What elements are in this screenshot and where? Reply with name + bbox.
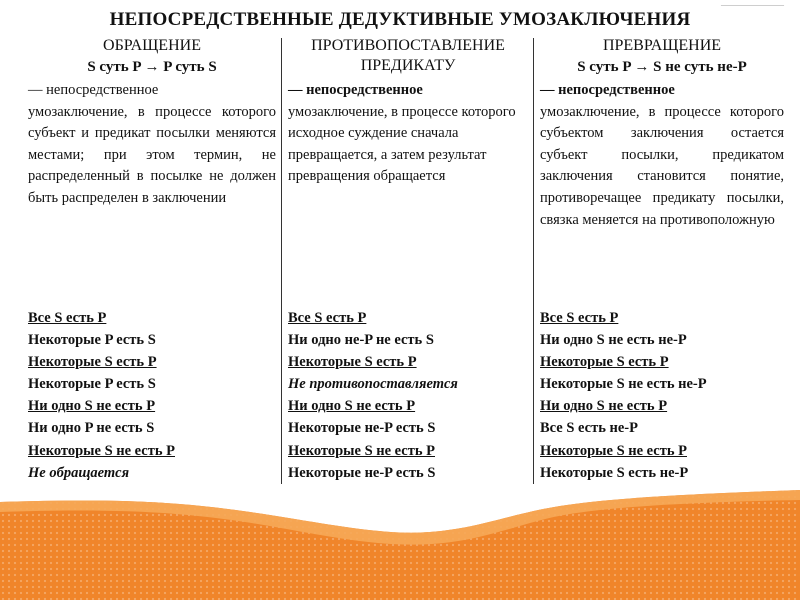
rules-list	[28, 307, 276, 484]
column-contraposition	[288, 36, 528, 488]
rule-row	[288, 307, 528, 329]
rule-text: Некоторые S не есть P	[288, 442, 435, 459]
rule-text: Некоторые S есть P	[540, 354, 669, 371]
description-lead: — непосредственное	[540, 82, 675, 98]
rule-row	[28, 440, 276, 462]
description-text: умозаключение, в процессе которого субъект и предикат посылки меняются местами; при этом термин, не распределенный в посылке не должен быть распределен в заключении	[28, 103, 276, 206]
rule-row	[28, 307, 276, 329]
rule-text: Некоторые S не есть P	[540, 442, 687, 459]
rule-row	[28, 462, 276, 484]
rule-text: Все S есть P	[288, 310, 367, 326]
rule-row	[540, 351, 784, 373]
rule-row	[288, 351, 528, 373]
rules-list	[540, 307, 784, 484]
rule-text: Некоторые S не есть не-P	[540, 376, 707, 393]
rule-row	[540, 462, 784, 484]
rule-row	[288, 373, 528, 395]
rule-text: Некоторые не-P есть S	[288, 464, 436, 481]
column-conversion	[28, 36, 276, 488]
column-obversion	[540, 36, 784, 488]
banner-graphic	[0, 488, 800, 600]
decorative-banner	[0, 488, 800, 600]
rule-text: Ни одно S не есть P	[540, 398, 668, 415]
column-heading: ПРОТИВОПОСТАВЛЕНИЕ ПРЕДИКАТУ	[311, 37, 505, 74]
rule-row	[540, 373, 784, 395]
rule-row	[288, 440, 528, 462]
column-description	[28, 80, 276, 210]
rule-text: Ни одно S не есть P	[28, 398, 156, 415]
rule-row	[28, 395, 276, 417]
rule-row	[288, 417, 528, 439]
rule-text: Все S есть P	[540, 310, 619, 326]
column-heading: ПРЕВРАЩЕНИЕ	[602, 37, 722, 54]
column-heading: ОБРАЩЕНИЕ	[103, 37, 201, 54]
rule-row	[28, 417, 276, 439]
rule-text: Все S есть не-P	[540, 420, 638, 437]
rule-text: Некоторые S не есть P	[28, 442, 175, 459]
rule-row	[288, 329, 528, 351]
rule-text: Ни одно S не есть P	[288, 398, 416, 415]
rule-text: Некоторые P есть S	[28, 332, 156, 349]
rule-row	[540, 440, 784, 462]
column-formula: S суть P → S не суть не-P	[577, 59, 747, 75]
inference-table	[28, 36, 784, 488]
rule-row	[540, 417, 784, 439]
rule-row	[28, 351, 276, 373]
rule-row	[28, 329, 276, 351]
rule-text: Некоторые S есть P	[28, 354, 157, 371]
rule-row	[540, 329, 784, 351]
rule-text: Ни одно S не есть не-P	[540, 332, 687, 349]
rule-text: Ни одно P не есть S	[28, 420, 155, 437]
column-divider	[281, 38, 282, 484]
column-description	[540, 80, 784, 231]
description-text: умозаключение, в процессе которого исходное суждение сначала превращается, а затем результат превращения обращается	[288, 103, 516, 185]
rule-text: Ни одно не-P не есть S	[288, 332, 434, 349]
corner-mark: ———————	[721, 0, 784, 10]
rule-text: Некоторые S есть не-P	[540, 464, 689, 481]
rule-row	[288, 462, 528, 484]
rule-text: Не противопоставляется	[288, 376, 458, 393]
description-lead: — непосредственное	[28, 82, 159, 98]
rule-text: Некоторые P есть S	[28, 376, 156, 393]
description-lead: — непосредственное	[288, 82, 423, 98]
rule-text: Все S есть P	[28, 310, 107, 326]
rule-row	[288, 395, 528, 417]
rule-row	[28, 373, 276, 395]
column-formula: S суть P → P суть S	[87, 59, 217, 75]
description-text: умозаключение, в процессе которого субъектом заключения остается субъект посылки, предикатом заключения становится понятие, противоречащее предикату посылки, связка меняется на противоположную	[540, 103, 784, 228]
rule-text: Не обращается	[28, 464, 130, 481]
rule-row	[540, 307, 784, 329]
slide-title: НЕПОСРЕДСТВЕННЫЕ ДЕДУКТИВНЫЕ УМОЗАКЛЮЧЕНИЯ	[109, 9, 691, 30]
rules-list	[288, 307, 528, 484]
rule-text: Некоторые не-P есть S	[288, 420, 436, 437]
column-description	[288, 80, 528, 188]
column-divider	[533, 38, 534, 484]
rule-text: Некоторые S есть P	[288, 354, 417, 371]
rule-row	[540, 395, 784, 417]
